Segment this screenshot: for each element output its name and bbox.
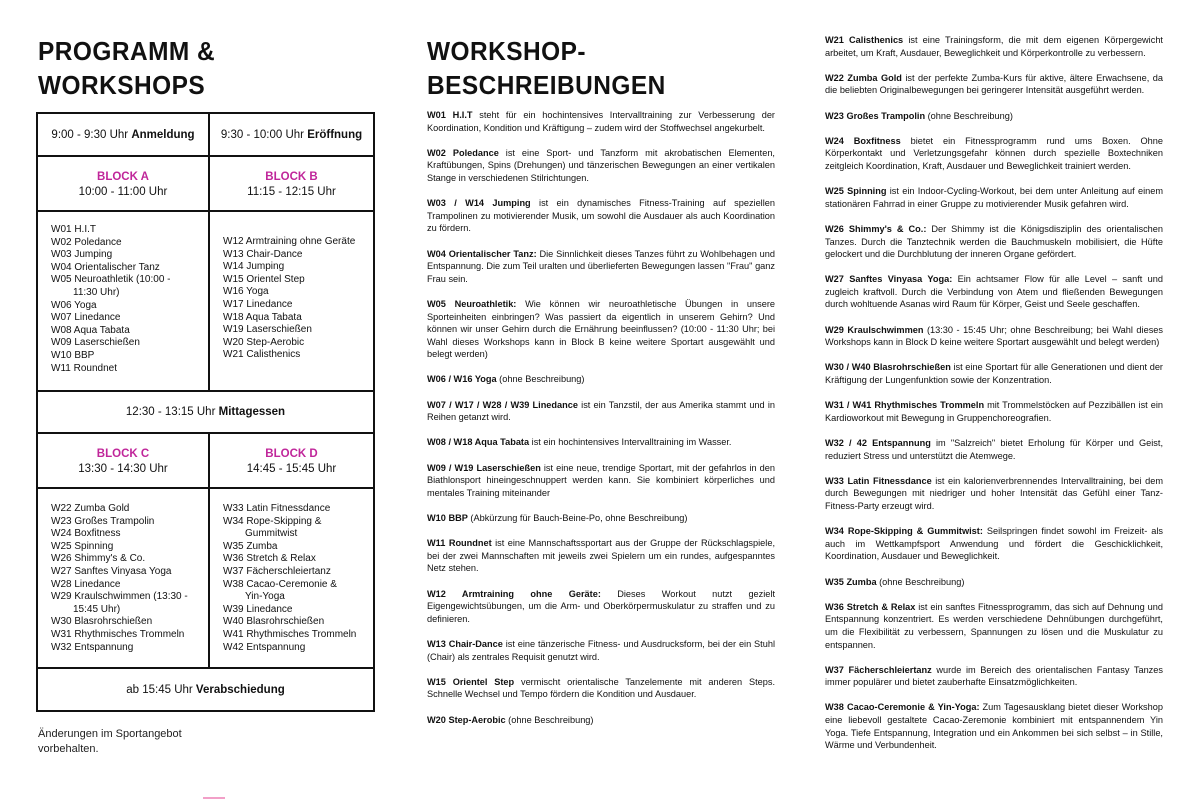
workshop-list-item: W13 Chair-Dance bbox=[223, 248, 303, 260]
workshop-list-item: W22 Zumba Gold bbox=[51, 503, 130, 514]
block-c-list bbox=[38, 489, 208, 654]
workshop-description-title: W15 Orientel Step bbox=[427, 676, 515, 687]
workshop-description-text: ist ein sanftes Fitnessprogramm, das sich auf Dehnung und Entspannung konzentriert. Es werden verschiedene Dehnübungen durchgeführt, um die Flexibilität zu verbessern, Spannungen zu lösen und die Muskulatur zu entspannen. bbox=[825, 601, 1163, 650]
workshop-list-item: W41 Rhythmisches Trommeln bbox=[223, 628, 357, 640]
workshop-description-text: mit Trommelstöcken auf Pezzibällen ist ein Kardioworkout mit Bewegung in Gruppenchoreografien. bbox=[825, 400, 1163, 423]
workshop-description bbox=[825, 475, 1163, 513]
eroeffnung-label: Eröffnung bbox=[307, 128, 363, 141]
workshop-description bbox=[825, 361, 1163, 386]
workshop-description bbox=[825, 437, 1163, 462]
workshop-description-title: W33 Latin Fitnessdance bbox=[825, 475, 932, 486]
workshop-description-title: W10 BBP bbox=[427, 513, 468, 523]
workshop-list-item: W27 Sanftes Vinyasa Yoga bbox=[51, 565, 172, 577]
workshop-list-item: W05 Neuroathletik (10:00 - bbox=[51, 274, 171, 286]
block-a-name: BLOCK A bbox=[97, 171, 149, 183]
block-d-name: BLOCK D bbox=[265, 448, 318, 460]
workshop-list-item: W02 Poledance bbox=[51, 236, 122, 248]
descriptions-title-line1: WORKSHOP- bbox=[427, 36, 587, 66]
workshop-description-text: ist eine Trainingsform, die mit dem eigenen Körpergewicht arbeitet, um Kraft, Ausdauer, Beweglichkeit und Körperkontrolle zu verbessern. bbox=[825, 35, 1163, 58]
workshop-list-item: W36 Stretch & Relax bbox=[223, 553, 316, 565]
workshop-descriptions-title bbox=[427, 34, 737, 102]
workshop-description-text: Zum Tagesausklang bietet dieser Workshop eine liebevoll gestaltete Cacao-Zeremonie kombiniert mit entspannendem Yin Yoga. Tiefe Entspannung, Integration und ein Ankommen bei sich selbst – in Stille, Wärme und Verbundenheit. bbox=[825, 702, 1163, 751]
block-c-list-cell bbox=[38, 489, 210, 667]
schedule-row-block-ab-header bbox=[38, 157, 373, 212]
workshop-description-text: ist eine Sport- und Tanzform mit akrobatischen Elementen, Kraftübungen, Spins (Drehungen) und tänzerischen Bewegungen an einer vertikalen Stange in verschiedenen Stilrichtungen. bbox=[427, 147, 775, 183]
workshop-description bbox=[825, 135, 1163, 173]
workshop-description-text: (Abkürzung für Bauch-Beine-Po, ohne Beschreibung) bbox=[467, 513, 688, 523]
schedule-row-lunch bbox=[38, 392, 373, 434]
schedule-row-block-cd-header bbox=[38, 434, 373, 489]
workshop-description bbox=[427, 147, 775, 185]
anmeldung-time: 9:00 - 9:30 Uhr bbox=[51, 128, 132, 141]
workshop-description-text: (ohne Beschreibung) bbox=[925, 110, 1013, 121]
workshop-description-title: W12 Armtraining ohne Geräte: bbox=[427, 588, 601, 599]
block-b-list bbox=[210, 212, 373, 362]
workshop-list-item: W34 Rope-Skipping & bbox=[223, 515, 322, 527]
workshop-list-item: W29 Kraulschwimmen (13:30 - bbox=[51, 591, 188, 603]
workshop-list-item: W09 Laserschießen bbox=[51, 337, 140, 349]
workshop-description bbox=[427, 248, 775, 286]
workshop-description-title: W37 Fächerschleiertanz bbox=[825, 664, 932, 675]
workshop-description-title: W02 Poledance bbox=[427, 147, 499, 158]
workshop-description bbox=[427, 537, 775, 575]
workshop-description-title: W22 Zumba Gold bbox=[825, 72, 902, 83]
workshop-description-text: Dieses Workout nutzt gezielt Eigengewichtsübungen, um die Arm- und Oberkörpermuskulatur zu straffen und zu definieren. bbox=[427, 588, 775, 624]
verabschiedung-cell bbox=[38, 669, 373, 710]
workshop-description-text: bietet ein Fitnessprogramm rund ums Boxen. Ohne Körperkontakt und Verletzungsgefahr können durch spezielle Boxtechniken zeitgleich Koordination, Kraft, Ausdauer und Beweglichkeit trainiert werden. bbox=[825, 135, 1163, 171]
workshop-list-item: W12 Armtraining ohne Geräte bbox=[223, 236, 356, 247]
workshop-list-item: W40 Blasrohrschießen bbox=[223, 616, 325, 628]
workshop-description bbox=[825, 664, 1163, 689]
workshop-list-item: W15 Orientel Step bbox=[223, 273, 305, 285]
workshop-description bbox=[427, 436, 775, 449]
block-c-time: 13:30 - 14:30 Uhr bbox=[78, 463, 168, 475]
workshop-description-text: ist eine neue, trendige Sportart, mit der gefahrlos in den Biathlonsport hineingeschnuppert werden kann. Sie kombiniert körperliches und mentales Training miteinander bbox=[427, 462, 776, 498]
workshop-description bbox=[825, 34, 1163, 59]
workshop-list-item: W42 Entspannung bbox=[223, 641, 306, 653]
workshop-description-title: W35 Zumba bbox=[825, 576, 877, 587]
workshop-list-item: W17 Linedance bbox=[223, 298, 293, 310]
workshop-description bbox=[825, 110, 1163, 123]
end-label: Verabschiedung bbox=[195, 683, 285, 696]
workshop-description-text: im "Salzreich" bietet Erholung für Körper und Geist, reduziert Stress und unterstützt die Atemwege. bbox=[825, 438, 1163, 461]
workshop-description bbox=[427, 298, 775, 361]
workshop-description-title: W01 H.I.T bbox=[427, 110, 473, 120]
workshop-description-title: W31 / W41 Rhythmisches Trommeln bbox=[825, 400, 985, 411]
workshop-list-item: W19 Laserschießen bbox=[223, 324, 312, 336]
block-c-header bbox=[38, 434, 210, 487]
workshop-description-title: W36 Stretch & Relax bbox=[825, 601, 916, 612]
workshop-description-title: W07 / W17 / W28 / W39 Linedance bbox=[427, 399, 578, 410]
schedule-row-opening bbox=[38, 114, 373, 157]
workshop-description bbox=[825, 185, 1163, 210]
workshop-description bbox=[825, 601, 1163, 651]
block-b-list-cell bbox=[210, 212, 373, 390]
workshop-description-text: Der Shimmy ist die Königsdisziplin des orientalischen Tanzes. Durch die Tanztechnik werden die Bauchmuskeln mobilisiert, die Hüfte gelockert und die Durchblutung der inneren Organe gefördert. bbox=[825, 223, 1164, 260]
workshop-description bbox=[825, 223, 1163, 261]
workshop-list-item: W06 Yoga bbox=[51, 299, 97, 311]
workshop-description bbox=[825, 576, 1163, 589]
workshop-description-title: W09 / W19 Laserschießen bbox=[427, 462, 541, 473]
workshop-description-title: W06 / W16 Yoga bbox=[427, 374, 497, 385]
block-a-header bbox=[38, 157, 210, 210]
block-a-list bbox=[38, 212, 208, 375]
block-d-time: 14:45 - 15:45 Uhr bbox=[246, 463, 337, 475]
program-title-line1: PROGRAMM & bbox=[38, 36, 216, 66]
program-title bbox=[38, 34, 348, 102]
workshop-list-item: W25 Spinning bbox=[51, 540, 114, 552]
workshop-description bbox=[825, 399, 1163, 424]
block-b-header bbox=[210, 157, 373, 210]
workshop-list-item: 11:30 Uhr) bbox=[73, 286, 120, 298]
block-c-name: BLOCK C bbox=[96, 448, 150, 460]
workshop-description-title: W24 Boxfitness bbox=[825, 135, 901, 146]
block-a-list-cell bbox=[38, 212, 210, 390]
workshop-description-text: ist der perfekte Zumba-Kurs für aktive, ältere Erwachsene, da die beliebten Originalbewegungen bei geringerer Intensität ausgeführt werden. bbox=[825, 72, 1163, 96]
workshop-list-item: W11 Roundnet bbox=[51, 362, 117, 374]
workshop-description-title: W20 Step-Aerobic bbox=[427, 714, 506, 725]
schedule-row-closing bbox=[38, 669, 373, 710]
workshop-list-item: W14 Jumping bbox=[223, 261, 285, 273]
workshop-list-item: W20 Step-Aerobic bbox=[223, 336, 305, 348]
workshop-list-item: W30 Blasrohrschießen bbox=[51, 616, 153, 628]
workshop-list-item: W28 Linedance bbox=[51, 578, 121, 590]
workshop-description-title: W32 / 42 Entspannung bbox=[825, 438, 931, 448]
workshop-list-item: W37 Fächerschleiertanz bbox=[223, 565, 331, 577]
block-a-time: 10:00 - 11:00 Uhr bbox=[78, 186, 168, 198]
workshop-description-title: W13 Chair-Dance bbox=[427, 638, 503, 649]
workshop-description bbox=[427, 462, 775, 500]
workshop-list-item: W26 Shimmy's & Co. bbox=[51, 553, 146, 565]
anmeldung-cell bbox=[38, 114, 210, 155]
workshop-description-text: ist ein Indoor-Cycling-Workout, bei dem unter Anleitung auf einem stationären Fahrrad in einer Gruppe zu motivierender Musik gefahren wird. bbox=[825, 186, 1163, 209]
decorative-mark bbox=[203, 797, 225, 799]
workshop-description-text: ist eine Mannschaftssportart aus der Gruppe der Rückschlagspiele, bei der zwei Mannschaften mit jeweils zwei Spielern um ein rundes, aufgespanntes Netz stehen. bbox=[427, 538, 775, 574]
workshop-description-title: W04 Orientalischer Tanz: bbox=[427, 248, 537, 259]
block-b-name: BLOCK B bbox=[265, 171, 318, 183]
workshop-description-title: W08 / W18 Aqua Tabata bbox=[427, 437, 530, 448]
workshop-description-text: Seilspringen findet sowohl im Freizeit- als auch im Wettkampfsport Anwendung und fördert die Geschicklichkeit, Koordination, Ausdauer und Beweglichkeit. bbox=[825, 526, 1163, 562]
end-time: ab 15:45 Uhr bbox=[126, 683, 196, 696]
workshop-description-text: steht für ein hochintensives Intervalltraining zur Verbesserung der Koordination, Kondition und Kräftigung – zudem wird der Stoffwechsel angekurbelt. bbox=[427, 110, 775, 133]
workshop-list-item: W33 Latin Fitnessdance bbox=[223, 503, 331, 514]
change-note: Änderungen im Sportangebot vorbehalten. bbox=[38, 728, 182, 755]
workshop-description-title: W29 Kraulschwimmen bbox=[825, 324, 924, 335]
descriptions-column-right bbox=[825, 34, 1163, 764]
workshop-description bbox=[825, 72, 1163, 97]
workshop-description-text: wurde im Bereich des orientalischen Fantasy Tanzes immer populärer und bietet zauberhafte Einsatzmöglichkeiten. bbox=[825, 664, 1163, 688]
block-b-time: 11:15 - 12:15 Uhr bbox=[247, 186, 336, 198]
workshop-description-text: ist ein dynamisches Fitness-Training auf speziellen Trampolinen zu motivierender Musik, um sowohl die Ausdauer als auch Koordination zu fördern. bbox=[427, 198, 775, 234]
workshop-description bbox=[427, 512, 775, 525]
workshop-description-text: (ohne Beschreibung) bbox=[876, 576, 965, 587]
workshop-description-title: W34 Rope-Skipping & Gummitwist: bbox=[825, 526, 983, 537]
workshop-list-item: W03 Jumping bbox=[51, 249, 113, 261]
block-d-header bbox=[210, 434, 373, 487]
workshop-list-item: Yin-Yoga bbox=[245, 591, 285, 603]
descriptions-column-middle bbox=[427, 109, 775, 739]
workshop-list-item: W23 Großes Trampolin bbox=[51, 515, 155, 527]
schedule-row-block-ab-items bbox=[38, 212, 373, 392]
workshop-description-title: W27 Sanftes Vinyasa Yoga: bbox=[825, 274, 953, 285]
mittagessen-cell bbox=[38, 392, 373, 432]
program-title-line2: WORKSHOPS bbox=[38, 70, 206, 100]
block-d-list-cell bbox=[210, 489, 373, 667]
block-d-list bbox=[210, 489, 373, 654]
workshop-description-text: (ohne Beschreibung) bbox=[496, 374, 585, 385]
schedule-table bbox=[36, 112, 375, 712]
workshop-list-item: W21 Calisthenics bbox=[223, 349, 301, 361]
workshop-description-title: W30 / W40 Blasrohrschießen bbox=[825, 362, 951, 373]
workshop-description bbox=[825, 701, 1163, 751]
workshop-description bbox=[825, 273, 1163, 311]
workshop-description-title: W26 Shimmy's & Co.: bbox=[825, 223, 927, 234]
workshop-description-title: W21 Calisthenics bbox=[825, 35, 904, 45]
workshop-list-item: W04 Orientalischer Tanz bbox=[51, 261, 160, 273]
workshop-description-text: ist ein kalorienverbrennendes Intervalltraining, bei dem durch Bewegungen mit niedriger und hoher Intensität das Gefühl einer Tanz-Fitness-Party erzeugt wird. bbox=[825, 475, 1163, 511]
mittag-time: 12:30 - 13:15 Uhr bbox=[125, 406, 219, 418]
workshop-description-text: ist ein Tanzstil, der aus Amerika stammt und in Reihen getanzt wird. bbox=[427, 399, 775, 423]
workshop-description-text: ist eine tänzerische Fitness- und Ausdrucksform, bei der ein Stuhl (Chair) als zentrales Requisit genutzt wird. bbox=[427, 638, 775, 662]
descriptions-title-line2: BESCHREIBUNGEN bbox=[427, 70, 666, 100]
eroeffnung-time: 9:30 - 10:00 Uhr bbox=[220, 128, 308, 141]
workshop-description-text: Wie können wir neuroathletische Übungen in unsere Sporteinheiten einbringen? Was passiert da eigentlich in unserem Gehirn? Und können wir unser Gehirn durch die Ernährung beeinflussen? (10:00 - 11:30 Uhr; bei Wahl dieses Workshops kann in Block B keine weitere Sportart ausgewählt und belegt werden) bbox=[427, 298, 775, 360]
workshop-list-item: Gummitwist bbox=[245, 528, 298, 540]
workshop-list-item: 15:45 Uhr) bbox=[73, 603, 121, 615]
workshop-description bbox=[825, 324, 1163, 349]
workshop-list-item: W16 Yoga bbox=[223, 286, 269, 298]
workshop-list-item: W18 Aqua Tabata bbox=[223, 311, 302, 323]
workshop-list-item: W32 Entspannung bbox=[51, 641, 134, 653]
workshop-description-text: Ein achtsamer Flow für alle Level – sanft und zugleich kraftvoll. Durch die Verbindung von Atem und fließenden Bewegungen durch wohltuende Asanas wird Raum für Körper, Geist und Seele geschaffen. bbox=[825, 274, 1163, 310]
workshop-description-text: ist ein hochintensives Intervalltraining im Wasser. bbox=[529, 437, 732, 448]
workshop-list-item: W35 Zumba bbox=[223, 540, 278, 552]
workshop-description bbox=[427, 399, 775, 424]
workshop-description bbox=[427, 638, 775, 663]
workshop-description-title: W25 Spinning bbox=[825, 186, 887, 197]
workshop-list-item: W31 Rhythmisches Trommeln bbox=[51, 628, 185, 640]
workshop-description-text: Die Sinnlichkeit dieses Tanzes führt zu Wohlbehagen und Entspannung. Die zum Teil uralten und überlieferten Bewegungen lassen "Frau" ganz Frau sein. bbox=[427, 248, 775, 284]
workshop-list-item: W07 Linedance bbox=[51, 312, 121, 324]
workshop-list-item: W38 Cacao-Ceremonie & bbox=[223, 578, 337, 590]
workshop-list-item: W01 H.I.T bbox=[51, 224, 97, 235]
schedule-row-block-cd-items bbox=[38, 489, 373, 669]
workshop-description bbox=[427, 197, 775, 235]
workshop-description-title: W03 / W14 Jumping bbox=[427, 198, 531, 209]
anmeldung-label: Anmeldung bbox=[131, 128, 195, 141]
workshop-description-text: (13:30 - 15:45 Uhr; ohne Beschreibung; bei Wahl dieses Workshops kann in Block D keine weitere Sportart ausgewählt und belegt werden) bbox=[825, 324, 1163, 348]
workshop-description bbox=[825, 525, 1163, 563]
mittag-label: Mittagessen bbox=[218, 406, 286, 418]
workshop-list-item: W10 BBP bbox=[51, 349, 95, 361]
workshop-list-item: W39 Linedance bbox=[223, 603, 293, 615]
workshop-description bbox=[427, 676, 775, 701]
workshop-list-item: W24 Boxfitness bbox=[51, 528, 121, 540]
workshop-description bbox=[427, 109, 775, 134]
workshop-description bbox=[427, 373, 775, 386]
workshop-description-title: W23 Großes Trampolin bbox=[825, 110, 926, 121]
workshop-list-item: W08 Aqua Tabata bbox=[51, 324, 130, 336]
workshop-description-title: W05 Neuroathletik: bbox=[427, 298, 517, 309]
workshop-description-text: ist eine Sportart für alle Generationen und dient der Kräftigung der Lungenfunktion sowie der Konzentration. bbox=[825, 362, 1163, 386]
workshop-description bbox=[427, 714, 775, 727]
workshop-description-title: W11 Roundnet bbox=[427, 538, 492, 549]
workshop-description-text: (ohne Beschreibung) bbox=[505, 714, 594, 725]
eroeffnung-cell bbox=[210, 114, 373, 155]
workshop-description bbox=[427, 588, 775, 626]
workshop-description-title: W38 Cacao-Ceremonie & Yin-Yoga: bbox=[825, 702, 980, 713]
workshop-description-text: vermischt orientalische Tanzelemente mit anderen Steps. Schnelle Wechsel und Tempo fördern die Kondition und Ausdauer. bbox=[427, 676, 775, 700]
